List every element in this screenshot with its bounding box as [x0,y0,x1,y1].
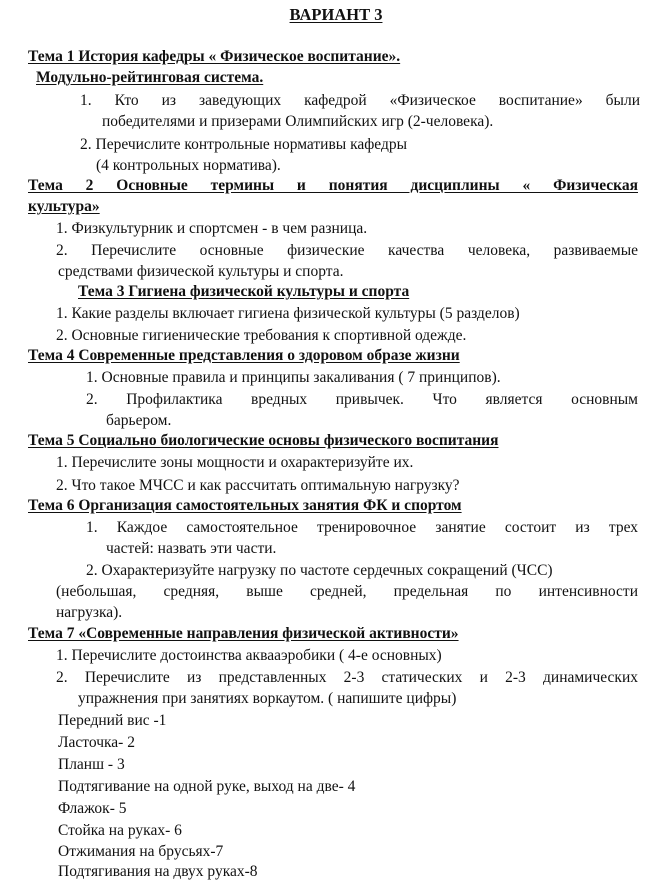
topic-1-subheading: Модульно-рейтинговая система. [36,69,264,86]
topic-1-question-1-line-2: победителями и призерами Олимпийских игр (2-человека). [102,113,494,130]
topic-6-question-1-line-2: частей: назвать эти части. [106,540,277,557]
topic-2-heading-line-1: Тема 2 Основные термины и понятия дисциплины « Физическая [28,177,638,194]
topic-2-question-1: 1. Физкультурник и спортсмен - в чем разница. [56,220,368,237]
topic-6-question-1-line-1: 1. Каждое самостоятельное тренировочное занятие состоит из трех [86,519,638,536]
topic-2-heading-line-2: культура» [28,198,100,215]
topic-6-question-2-line-3: нагрузка). [56,604,123,621]
exercise-item-6: Стойка на руках- 6 [58,822,182,839]
topic-7-question-2-line-1: 2. Перечислите из представленных 2-3 статических и 2-3 динамических [56,669,638,686]
topic-3-question-2: 2. Основные гигиенические требования к спортивной одежде. [56,327,467,344]
topic-2-question-2-line-2: средствами физической культуры и спорта. [58,263,344,280]
exercise-item-5: Флажок- 5 [58,800,127,817]
exercise-item-2: Ласточка- 2 [58,734,135,751]
exercise-item-8: Подтягивания на двух руках-8 [58,863,258,880]
topic-1-question-1-line-1: 1. Кто из заведующих кафедрой «Физическое воспитание» были [80,92,640,109]
topic-1-question-2-line-1: 2. Перечислите контрольные нормативы кафедры [80,136,408,153]
document-title: ВАРИАНТ 3 [289,5,383,24]
topic-7-question-1: 1. Перечислите достоинства аквааэробики ( 4-е основных) [56,647,442,664]
topic-6-question-2-line-2: (небольшая, средняя, выше средней, предельная по интенсивности [56,583,638,600]
topic-5-heading: Тема 5 Социально биологические основы физического воспитания [28,432,499,449]
topic-7-heading: Тема 7 «Современные направления физической активности» [28,625,459,642]
topic-5-question-1: 1. Перечислите зоны мощности и охарактеризуйте их. [56,454,414,471]
topic-3-question-1: 1. Какие разделы включает гигиена физической культуры (5 разделов) [56,305,520,322]
exercise-item-3: Планш - 3 [58,756,125,773]
exercise-item-1: Передний вис -1 [58,712,167,729]
exercise-item-4: Подтягивание на одной руке, выход на две- 4 [58,778,356,795]
topic-6-heading: Тема 6 Организация самостоятельных занятия ФК и спортом [28,497,462,514]
topic-7-question-2-line-2: упражнения при занятиях воркаутом. ( напишите цифры) [78,690,457,707]
topic-4-question-2-line-2: барьером. [106,412,172,429]
exercise-item-7: Отжимания на брусьях-7 [58,843,224,860]
topic-1-heading: Тема 1 История кафедры « Физическое воспитание». [28,48,401,65]
topic-2-question-2-line-1: 2. Перечислите основные физические качества человека, развиваемые [56,242,638,259]
topic-4-heading: Тема 4 Современные представления о здоровом образе жизни [28,347,460,364]
topic-4-question-1: 1. Основные правила и принципы закаливания ( 7 принципов). [86,369,501,386]
topic-6-question-2-line-1: 2. Охарактеризуйте нагрузку по частоте сердечных сокращений (ЧСС) [86,562,553,579]
topic-3-heading: Тема 3 Гигиена физической культуры и спорта [78,283,410,300]
topic-4-question-2-line-1: 2. Профилактика вредных привычек. Что является основным [86,391,638,408]
topic-1-question-2-line-2: (4 контрольных норматива). [96,157,281,174]
topic-5-question-2: 2. Что такое МЧСС и как рассчитать оптимальную нагрузку? [56,477,460,494]
